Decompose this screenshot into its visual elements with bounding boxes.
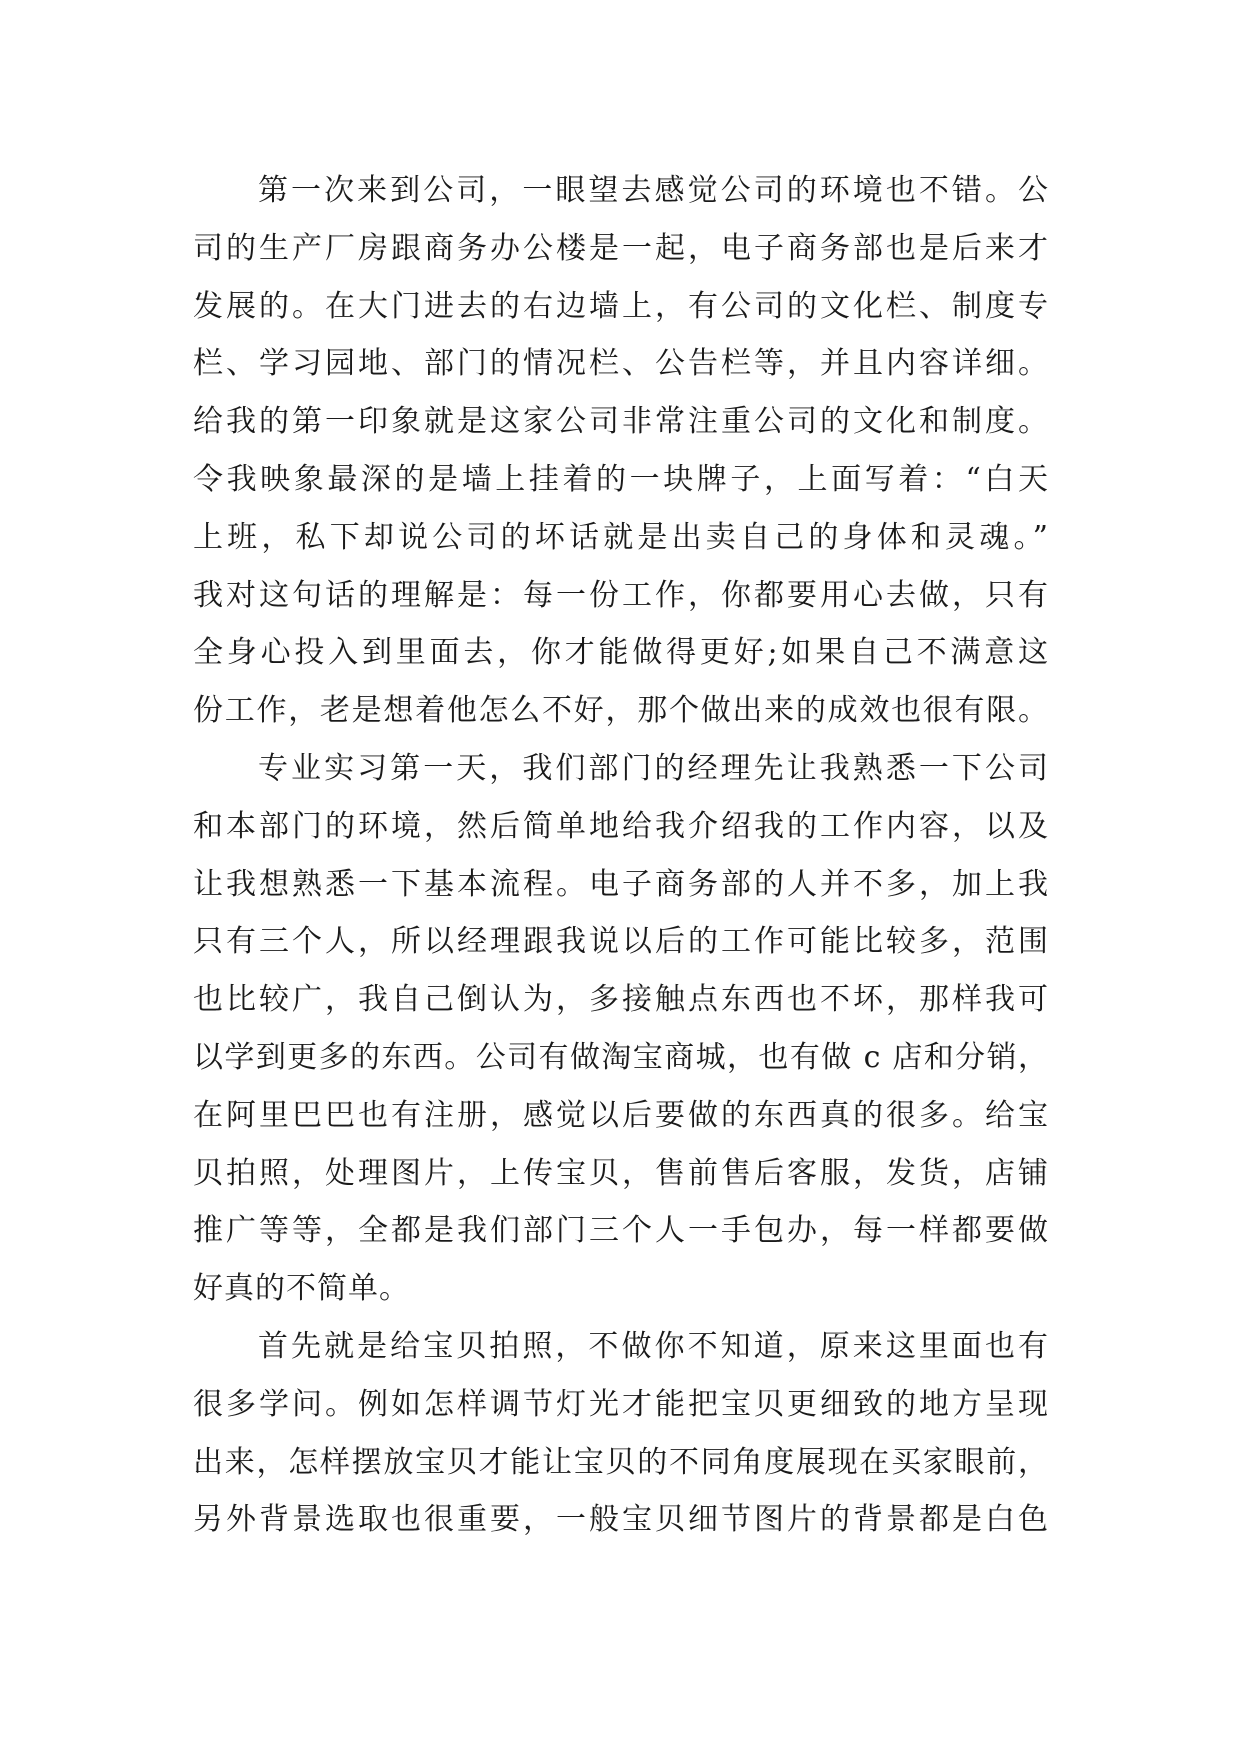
text-line: 首先就是给宝贝拍照，不做你不知道，原来这里面也有	[258, 1328, 1049, 1364]
text-line: 令我映象最深的是墙上挂着的一块牌子，上面写着：“白天	[193, 461, 1049, 497]
text-line: 好真的不简单。	[193, 1271, 410, 1307]
text-line: 在阿里巴巴也有注册，感觉以后要做的东西真的很多。给宝	[193, 1097, 1049, 1133]
text-line: 份工作，老是想着他怎么不好，那个做出来的成效也很有限。	[193, 693, 1049, 729]
text-line: 推广等等，全都是我们部门三个人一手包办，每一样都要做	[193, 1213, 1049, 1249]
text-line: 让我想熟悉一下基本流程。电子商务部的人并不多，加上我	[193, 866, 1049, 902]
text-line: 很多学问。例如怎样调节灯光才能把宝贝更细致的地方呈现	[193, 1386, 1049, 1422]
paragraph-2	[193, 740, 1049, 1318]
text-line: 上班，私下却说公司的坏话就是出卖自己的身体和灵魂。”	[193, 519, 1049, 555]
paragraph-3	[193, 1318, 1049, 1549]
text-line: 全身心投入到里面去，你才能做得更好;如果自己不满意这	[193, 635, 1049, 671]
text-line: 另外背景选取也很重要，一般宝贝细节图片的背景都是白色	[193, 1502, 1049, 1538]
paragraph-1	[193, 162, 1049, 740]
text-line: 第一次来到公司，一眼望去感觉公司的环境也不错。公	[258, 173, 1049, 208]
text-line: 出来，怎样摆放宝贝才能让宝贝的不同角度展现在买家眼前，	[193, 1444, 1049, 1480]
text-line: 专业实习第一天，我们部门的经理先让我熟悉一下公司	[258, 750, 1049, 786]
text-line: 栏、学习园地、部门的情况栏、公告栏等，并且内容详细。	[193, 346, 1049, 382]
text-line: 以学到更多的东西。公司有做淘宝商城，也有做 c 店和分销，	[193, 1039, 1049, 1075]
text-line: 给我的第一印象就是这家公司非常注重公司的文化和制度。	[193, 404, 1049, 440]
text-line: 也比较广，我自己倒认为，多接触点东西也不坏，那样我可	[193, 982, 1049, 1018]
text-line: 司的生产厂房跟商务办公楼是一起，电子商务部也是后来才	[193, 230, 1049, 266]
text-line: 和本部门的环境，然后简单地给我介绍我的工作内容，以及	[193, 808, 1049, 844]
text-line: 只有三个人，所以经理跟我说以后的工作可能比较多，范围	[193, 924, 1049, 960]
text-line: 我对这句话的理解是：每一份工作，你都要用心去做，只有	[193, 577, 1049, 613]
text-line: 发展的。在大门进去的右边墙上，有公司的文化栏、制度专	[193, 288, 1049, 324]
text-line: 贝拍照，处理图片，上传宝贝，售前售后客服，发货，店铺	[193, 1155, 1049, 1191]
document-body	[193, 162, 1049, 1549]
